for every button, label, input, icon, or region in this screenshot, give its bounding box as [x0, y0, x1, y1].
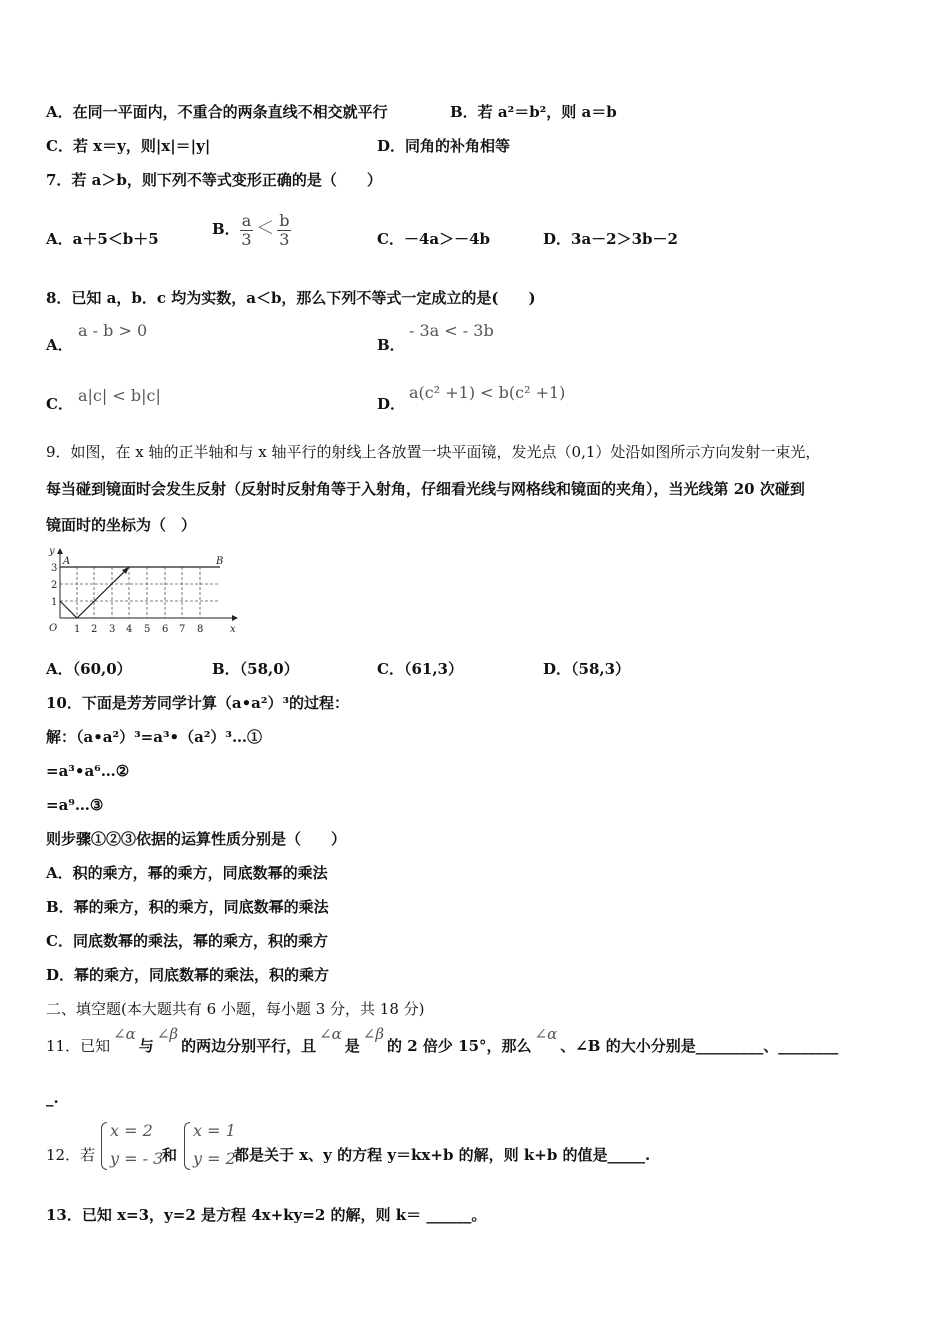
q11-text: 与 [138, 1037, 154, 1055]
q13-line: 13．已知 x=3，y=2 是方程 4x+ky=2 的解，则 k＝ ______。 [46, 1206, 487, 1224]
angle-beta: ∠β [362, 1025, 385, 1043]
q9-text: 9．如图，在 x 轴的正半轴和与 x 轴平行的射线上各放置一块平面镜，发光点（0,1）处沿如图所示方向发射一束光， [46, 443, 821, 461]
q6-option-b: B．若 a²＝b²，则 a＝b [450, 103, 617, 121]
q8-option-c-label: C． [46, 395, 73, 413]
q8-option-d-expr: a(c² +1) < b(c² +1) [409, 383, 566, 402]
system-1-row-1: x = 2 [110, 1121, 153, 1140]
q7-option-b-label: B． [212, 220, 240, 238]
x-tick-label: 7 [179, 624, 186, 635]
x-tick-label: 5 [144, 624, 151, 635]
x-tick-label: 2 [91, 624, 98, 635]
q7-option-b [212, 205, 291, 253]
point-b-label: B [216, 556, 224, 567]
q9-option-a: A．（60,0） [46, 660, 132, 678]
q10-option-c: C．同底数幂的乘法，幂的乘方，积的乘方 [46, 932, 328, 950]
q10-step-1: 解：（a•a²）³=a³•（a²）³…① [46, 728, 262, 746]
q10-step-2: =a³•a⁶…② [46, 762, 130, 780]
angle-alpha: ∠α [113, 1025, 136, 1043]
q8-option-c-expr: a|c| < b|c| [78, 386, 161, 405]
x-axis-label: x [230, 624, 236, 635]
y-axis-arrow [57, 548, 63, 554]
angle-beta: ∠β [156, 1025, 179, 1043]
x-tick-label: 6 [162, 624, 169, 635]
q8-option-b-expr: - 3a < - 3b [409, 321, 494, 340]
q8-option-d-label: D． [377, 395, 406, 413]
system-2-brace [184, 1122, 190, 1170]
x-tick-label: 8 [197, 624, 204, 635]
q7-option-d: D．3a－2＞3b－2 [543, 230, 678, 248]
y-axis-label: y [49, 546, 55, 557]
q12-rest: 都是关于 x、y 的方程 y＝kx+b 的解，则 k+b 的值是_____. [234, 1146, 651, 1164]
q11-text: 11．已知 [46, 1037, 111, 1055]
q9-line-3: 镜面时的坐标为（ ） [46, 516, 197, 534]
q10-option-d: D．幂的乘方，同底数幂的乘法，积的乘方 [46, 966, 330, 984]
y-tick-label: 1 [51, 597, 58, 608]
q7-option-c: C．－4a＞－4b [377, 230, 491, 248]
q11-continuation: _. [46, 1089, 59, 1107]
x-axis-arrow [232, 615, 238, 621]
denominator: 3 [279, 229, 290, 249]
numerator: b [279, 210, 290, 230]
q8-option-a-label: A． [46, 336, 73, 354]
y-tick-label: 3 [51, 563, 58, 574]
numerator: a [241, 210, 252, 230]
q10-question: 则步骤①②③依据的运算性质分别是（ ） [46, 830, 347, 848]
x-tick-label: 4 [126, 624, 133, 635]
origin-label: O [49, 623, 58, 634]
light-path [60, 567, 129, 618]
y-tick-label: 2 [51, 580, 58, 591]
q8-stem: 8．已知 a，b．c 均为实数，a＜b，那么下列不等式一定成立的是( ) [46, 289, 536, 307]
q12-and: 和 [162, 1146, 178, 1164]
q11-text: 是 [344, 1037, 360, 1055]
q9-option-d: D．（58,3） [543, 660, 631, 678]
q6-option-c: C．若 x＝y，则|x|＝|y| [46, 137, 211, 155]
q10-option-a: A．积的乘方，幂的乘方，同底数幂的乘法 [46, 864, 328, 882]
point-a-label: A [63, 556, 71, 567]
q9-option-c: C．（61,3） [377, 660, 463, 678]
x-tick-label: 1 [74, 624, 81, 635]
system-2-row-2: y = 2 [193, 1149, 236, 1168]
q11-text: 的 2 倍少 15°，那么 [387, 1037, 532, 1055]
less-than: ＜ [256, 218, 275, 239]
q6-option-a: A．在同一平面内，不重合的两条直线不相交就平行 [46, 103, 388, 121]
q10-stem: 10．下面是芳芳同学计算（a•a²）³的过程： [46, 694, 350, 712]
q6-option-d: D．同角的补角相等 [377, 137, 511, 155]
system-2-row-1: x = 1 [193, 1121, 236, 1140]
q11-text: 、∠B 的大小分别是_________、________ [560, 1037, 839, 1055]
fraction-a-over-3 [240, 212, 254, 249]
section-2-heading: 二、填空题(本大题共有 6 小题，每小题 3 分，共 18 分) [46, 1000, 425, 1018]
x-tick-label: 3 [109, 624, 116, 635]
q12-prefix [46, 1145, 95, 1165]
angle-alpha: ∠α [534, 1025, 558, 1043]
system-1-brace [101, 1122, 107, 1170]
q7-stem: 7．若 a＞b，则下列不等式变形正确的是（ ） [46, 171, 382, 189]
q8-option-b-label: B． [377, 336, 405, 354]
q12-text: 12．若 [46, 1146, 96, 1164]
q9-option-b: B．（58,0） [212, 660, 299, 678]
fraction-b-over-3 [277, 212, 291, 249]
q11-line [46, 1025, 839, 1056]
q9-grid-figure [44, 544, 244, 638]
q10-step-3: =a⁹…③ [46, 796, 104, 814]
q9-line-1 [46, 442, 820, 462]
q10-option-b: B．幂的乘方，积的乘方，同底数幂的乘法 [46, 898, 329, 916]
system-1-row-2: y = - 3 [110, 1149, 164, 1168]
q11-text: 的两边分别平行，且 [181, 1037, 317, 1055]
q8-option-a-expr: a - b > 0 [78, 321, 148, 340]
angle-alpha: ∠α [319, 1025, 342, 1043]
q9-line-2: 每当碰到镜面时会发生反射（反射时反射角等于入射角，仔细看光线与网格线和镜面的夹角），当光线第 20 次碰到 [46, 480, 805, 498]
q7-option-a: A．a＋5＜b＋5 [46, 230, 159, 248]
denominator: 3 [241, 229, 252, 249]
